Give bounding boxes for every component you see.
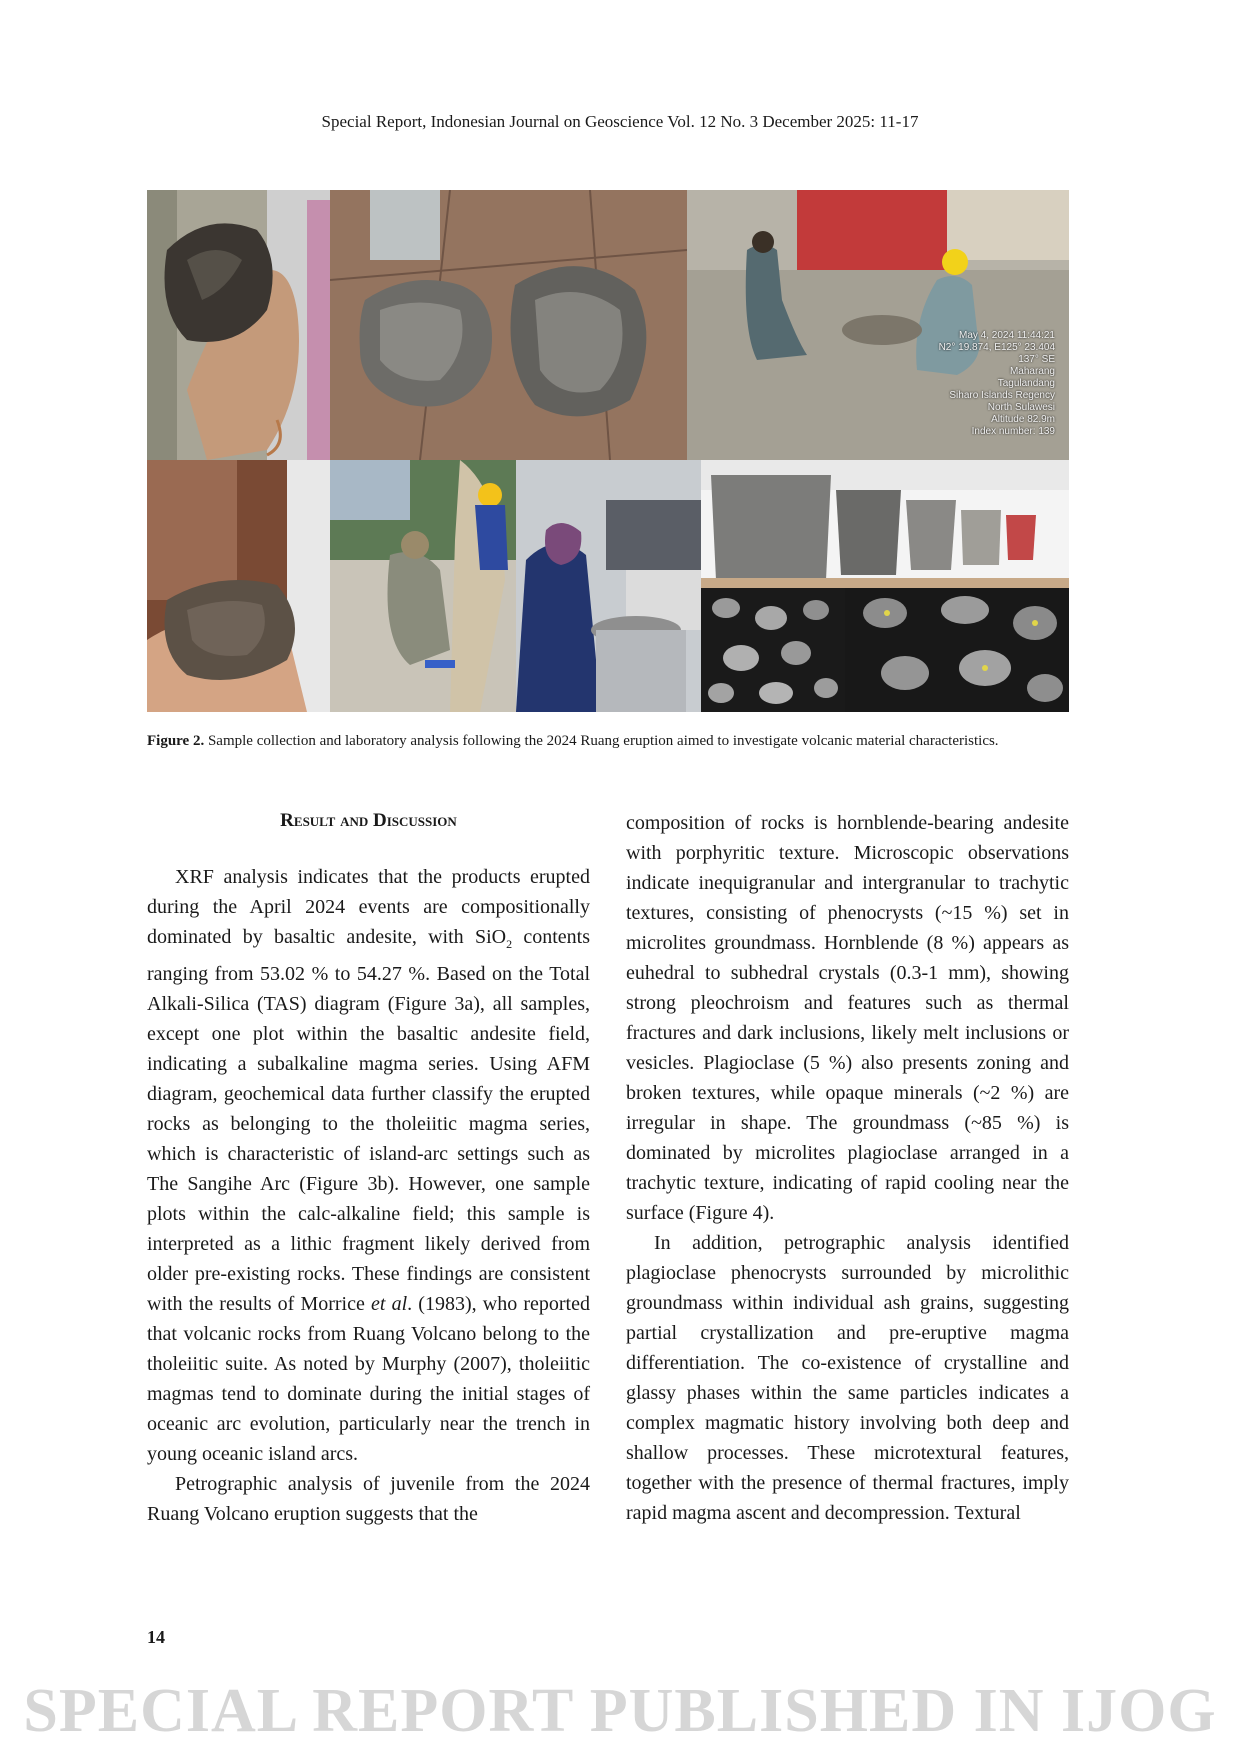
paragraph-microtextural: In addition, petrographic analysis identified plagioclase phenocrysts surrounded by microlithic groundmass within individual ash grains, suggesting partial crystallization and pre-eruptive magma differentiation. The co-existence of crystalline and glassy phases within the same particles indicates a complex magmatic history involving both deep and shallow processes. These microtextural features, together with the presence of thermal fractures, imply rapid magma ascent and decompression. Textural <box>626 1232 1069 1524</box>
right-column <box>626 808 1069 1528</box>
caption-text: Sample collection and laboratory analysis following the 2024 Ruang eruption aimed to investigate volcanic material characteristics. <box>207 733 999 749</box>
left-column <box>147 808 590 1529</box>
running-head: Special Report, Indonesian Journal on Geoscience Vol. 12 No. 3 December 2025: 11-17 <box>321 112 919 131</box>
figure-caption <box>147 730 1069 752</box>
photo-sem-grains-a <box>701 588 845 712</box>
photo-ash-sampling <box>330 460 516 712</box>
figure-2 <box>147 190 1069 712</box>
section-heading: Result and Discussion <box>280 810 457 831</box>
paragraph-petrographic-start: Petrographic analysis of juvenile from the 2024 Ruang Volcano eruption suggests that the <box>147 1473 590 1525</box>
photo-stamp: May 4, 2024 11:44:21 N2° 19.874, E125° 23.404 137° SE Maharang Tagulandang Siharo Islands Regency North Sulawesi Altitude 82.9m Index number: 139 <box>938 330 1055 437</box>
photo-field-sampling <box>687 190 1069 460</box>
page-number: 14 <box>147 1627 165 1647</box>
photo-rocks-on-floor <box>330 190 687 460</box>
caption-label: Figure 2. <box>147 733 205 749</box>
paragraph-petrographic-continued: composition of rocks is hornblende-bearing andesite with porphyritic texture. Microscopic observations indicate inequigranular and intergranular to trachytic textures, consisting of phenocrysts (~15 %) set in microlites groundmass. Hornblende (8 %) appears as euhedral to subhedral crystals (0.3-1 mm), showing strong pleochroism and features such as thermal fractures and dark inclusions, likely melt inclusions or vesicles. Plagioclase (5 %) also presents zoning and broken textures, while opaque minerals (~2 %) are irregular in shape. The groundmass (~85 %) is dominated by microlites plagioclase arranged in a trachytic texture, indicating of rapid cooling near the surface (Figure 4). <box>626 812 1069 1224</box>
photo-brown-rock-hand <box>147 460 330 712</box>
photo-laboratory <box>516 460 701 712</box>
photo-sieved-trays <box>701 460 1069 588</box>
paragraph-xrf: XRF analysis indicates that the products erupted during the April 2024 events are compositionally dominated by basaltic andesite, with SiO$_2$ contents ranging from 53.02 % to 54.27 %. Based on the Total Alkali-Silica (TAS) diagram (Figure 3a), all samples, except one plot within the basaltic andesite field, indicating a subalkaline magma series. Using AFM diagram, geochemical data further classify the erupted rocks as belonging to the tholeiitic magma series, which is characteristic of island-arc settings such as The Sangihe Arc (Figure 3b). However, one sample plots within the calc-alkaline field; this sample is interpreted as a lithic fragment likely derived from older pre-existing rocks. These findings are consistent with the results of Morrice et al. (1983), who reported that volcanic rocks from Ruang Volcano belong to the tholeiitic suite. As noted by Murphy (2007), tholeiitic magmas tend to dominate during the initial stages of oceanic arc evolution, particularly near the trench in young oceanic island arcs. <box>147 866 590 1465</box>
photo-hand-rock <box>147 190 330 460</box>
photo-sem-grains-b <box>845 588 1069 712</box>
watermark: SPECIAL REPORT PUBLISHED IN IJOG <box>23 1677 1217 1745</box>
